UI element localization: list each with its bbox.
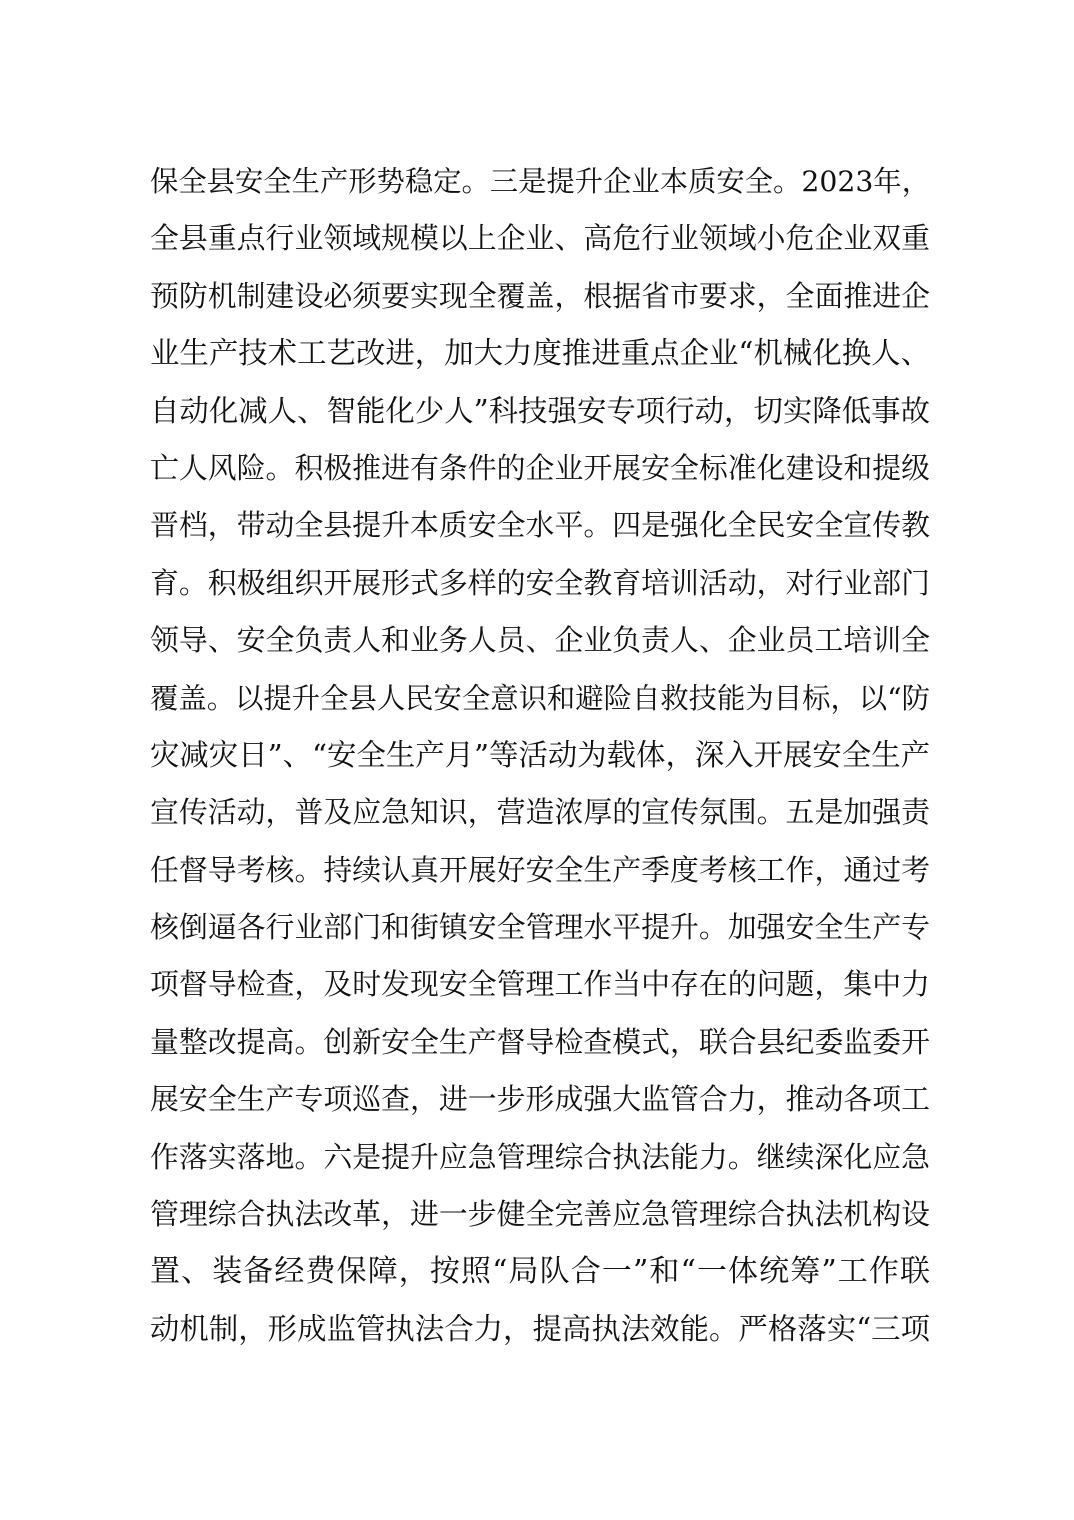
text-line: 灾减灾日”、“安全生产月”等活动为载体，深入开展安全生产 — [150, 737, 930, 772]
text-line: 育。积极组织开展形式多样的安全教育培训活动，对行业部门 — [150, 565, 930, 600]
text-line: 展安全生产专项巡查，进一步形成强大监管合力，推动各项工 — [150, 1082, 930, 1117]
text-line: 亡人风险。积极推进有条件的企业开展安全标准化建设和提级 — [150, 450, 930, 485]
text-line: 业生产技术工艺改进，加大力度推进重点企业“机械化换人、 — [150, 336, 930, 371]
text-line: 晋档，带动全县提升本质安全水平。四是强化全民安全宣传教 — [150, 508, 930, 543]
text-line: 核倒逼各行业部门和街镇安全管理水平提升。加强安全生产专 — [150, 910, 930, 945]
text-line: 任督导考核。持续认真开展好安全生产季度考核工作，通过考 — [150, 852, 930, 887]
text-line: 保全县安全生产形势稳定。三是提升企业本质安全。2023年， — [150, 165, 930, 198]
text-line: 动机制，形成监管执法合力，提高执法效能。严格落实“三项 — [150, 1311, 930, 1346]
text-line: 覆盖。以提升全县人民安全意识和避险自救技能为目标，以“防 — [150, 681, 930, 715]
text-line: 全县重点行业领域规模以上企业、高危行业领域小危企业双重 — [150, 221, 930, 256]
body-paragraph — [150, 153, 930, 1358]
text-line: 宣传活动，普及应急知识，营造浓厚的宣传氛围。五是加强责 — [150, 795, 930, 830]
text-line: 领导、安全负责人和业务人员、企业负责人、企业员工培训全 — [150, 623, 930, 658]
text-line: 量整改提高。创新安全生产督导检查模式，联合县纪委监委开 — [150, 1024, 930, 1059]
text-line: 项督导检查，及时发现安全管理工作当中存在的问题，集中力 — [150, 967, 930, 1002]
text-line: 管理综合执法改革，进一步健全完善应急管理综合执法机构设 — [150, 1197, 930, 1232]
text-line: 自动化减人、智能化少人”科技强安专项行动，切实降低事故 — [150, 393, 930, 428]
text-line: 置、装备经费保障，按照“局队合一”和“一体统筹”工作联 — [150, 1254, 930, 1290]
text-line: 预防机制建设必须要实现全覆盖，根据省市要求，全面推进企 — [150, 278, 930, 313]
text-line: 作落实落地。六是提升应急管理综合执法能力。继续深化应急 — [150, 1139, 930, 1174]
